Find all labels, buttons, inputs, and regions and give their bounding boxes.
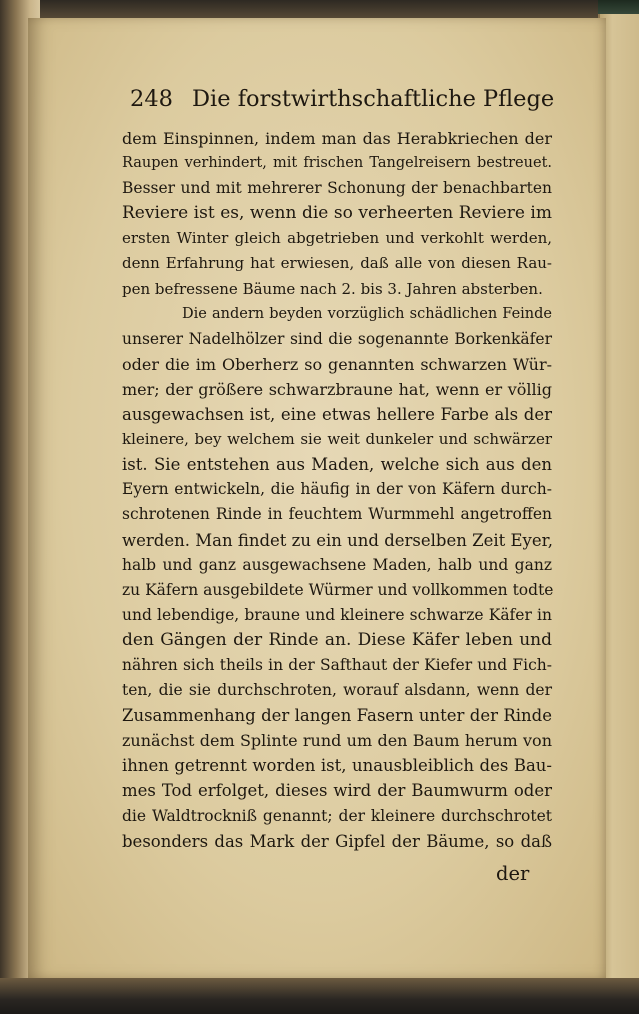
text-line: Reviere ist es, wenn die so verheerten Reviere im (122, 203, 552, 224)
book-top-edge (0, 0, 639, 20)
text-line: den Gängen der Rinde an. Diese Käfer leben und (122, 629, 552, 650)
text-line: dem Einspinnen, indem man das Herabkriechen der (122, 129, 552, 148)
page-number: 248 (130, 86, 173, 112)
text-line: zunächst dem Splinte rund um den Baum herum von (122, 731, 552, 751)
text-line: ten, die sie durchschroten, worauf alsdann, wenn der (122, 681, 552, 700)
text-line: Raupen verhindert, mit frischen Tangelreisern bestreuet. (122, 155, 552, 172)
text-line: nähren sich theils in der Safthaut der Kiefer und Fich- (122, 655, 552, 674)
text-line: unserer Nadelhölzer sind die sogenannte Borkenkäfer (122, 329, 552, 348)
text-line: pen befressene Bäume nach 2. bis 3. Jahren absterben. (122, 279, 543, 298)
catchword: der (496, 862, 530, 885)
text-line: und lebendige, braune und kleinere schwarze Käfer in (122, 605, 552, 624)
text-line: mer; der größere schwarzbraune hat, wenn er völlig (122, 379, 552, 399)
text-line: ausgewachsen ist, eine etwas hellere Farbe als der (122, 405, 552, 425)
text-line: Besser und mit mehrerer Schonung der benachbarten (122, 179, 552, 198)
text-line: ist. Sie entstehen aus Maden, welche sich aus den (122, 455, 552, 475)
text-line: halb und ganz ausgewachsene Maden, halb und ganz (122, 555, 552, 574)
text-line: besonders das Mark der Gipfel der Bäume, so daß (122, 831, 552, 851)
text-line: schrotenen Rinde in feuchtem Wurmmehl angetroffen (122, 505, 552, 524)
text-line: ihnen getrennt worden ist, unausbleiblich des Bau- (122, 756, 552, 776)
text-line: Zusammenhang der langen Fasern unter der Rinde (122, 706, 552, 726)
text-line: kleinere, bey welchem sie weit dunkeler und schwärzer (122, 430, 552, 449)
text-line: mes Tod erfolget, dieses wird der Baumwurm oder (122, 781, 552, 801)
text-line: denn Erfahrung hat erwiesen, daß alle von diesen Rau- (122, 254, 552, 273)
text-line: die Waldtrockniß genannt; der kleinere durchschrotet (122, 806, 552, 825)
text-line: oder die im Oberherz so genannten schwarzen Wür- (122, 354, 552, 374)
text-line: Eyern entwickeln, die häufig in der von Käfern durch- (122, 480, 552, 499)
text-line: zu Käfern ausgebildete Würmer und vollkommen todte (122, 580, 554, 599)
book-bottom-edge (0, 978, 639, 1014)
text-line: werden. Man findet zu ein und derselben Zeit Eyer, (122, 530, 553, 550)
body-text (122, 126, 552, 854)
running-title: Die forstwirthschaftliche Pflege (192, 86, 555, 112)
text-line: Die andern beyden vorzüglich schädlichen Feinde (182, 305, 552, 322)
text-line: ersten Winter gleich abgetrieben und verkohlt werden, (122, 229, 552, 248)
page-header (130, 86, 560, 122)
